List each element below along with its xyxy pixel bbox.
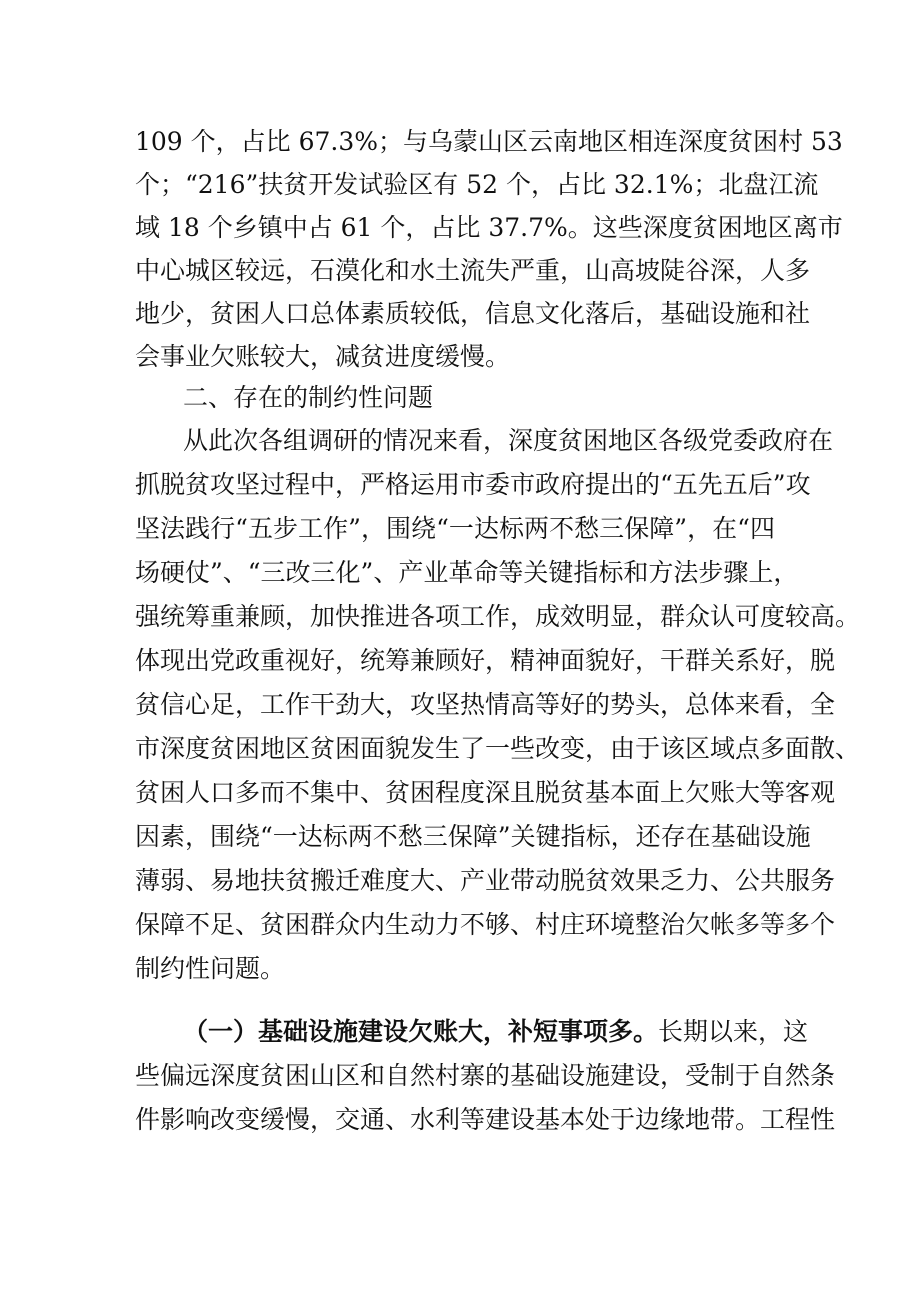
paragraph-line: 薄弱、易地扶贫搬迁难度大、产业带动脱贫效果乏力、公共服务 [135,866,836,895]
paragraph-line: 个；“216”扶贫开发试验区有 52 个，占比 32.1%；北盘江流 [135,170,819,199]
paragraph-line: 地少，贫困人口总体素质较低，信息文化落后，基础设施和社 [135,299,811,328]
paragraph-line: 件影响改变缓慢，交通、水利等建设基本处于边缘地带。工程性 [135,1105,836,1134]
subsection-text: 长期以来，这 [658,1017,809,1046]
section-heading: 二、存在的制约性问题 [183,383,434,412]
paragraph-line: 贫信心足，工作干劲大，攻坚热情高等好的势头，总体来看，全 [135,690,836,719]
paragraph-line: 贫困人口多而不集中、贫困程度深且脱贫基本面上欠账大等客观 [135,778,836,807]
paragraph-line: 因素，围绕“一达标两不愁三保障”关键指标，还存在基础设施 [135,822,811,851]
paragraph-line: 场硬仗”、“三改三化”、产业革命等关键指标和方法步骤上， [135,558,799,587]
paragraph-line: 从此次各组调研的情况来看，深度贫困地区各级党委政府在 [183,426,834,455]
paragraph-line: 强统筹重兼顾，加快推进各项工作，成效明显，群众认可度较高。 [135,602,861,631]
paragraph-line: 会事业欠账较大，减贫进度缓慢。 [135,342,511,371]
paragraph-line: 域 18 个乡镇中占 61 个，占比 37.7%。这些深度贫困地区离市 [135,213,843,242]
paragraph-line: 体现出党政重视好，统筹兼顾好，精神面貌好，干群关系好，脱 [135,646,836,675]
subsection-title: （一）基础设施建设欠账大，补短事项多。 [183,1017,659,1046]
paragraph-line: 中心城区较远，石漠化和水土流失严重，山高坡陡谷深，人多 [135,256,811,285]
paragraph-line: 抓脱贫攻坚过程中，严格运用市委市政府提出的“五先五后”攻 [135,470,811,499]
paragraph-line: 市深度贫困地区贫困面貌发生了一些改变，由于该区域点多面散、 [135,734,861,763]
paragraph-line: 些偏远深度贫困山区和自然村寨的基础设施建设，受制于自然条 [135,1061,836,1090]
paragraph-line: 制约性问题。 [135,954,286,983]
paragraph-line: 109 个，占比 67.3%；与乌蒙山区云南地区相连深度贫困村 53 [135,127,843,156]
subsection-first-line [183,1017,809,1047]
paragraph-line: 保障不足、贫困群众内生动力不够、村庄环境整治欠帐多等多个 [135,910,836,939]
paragraph-line: 坚法践行“五步工作”，围绕“一达标两不愁三保障”，在“四 [135,514,775,543]
